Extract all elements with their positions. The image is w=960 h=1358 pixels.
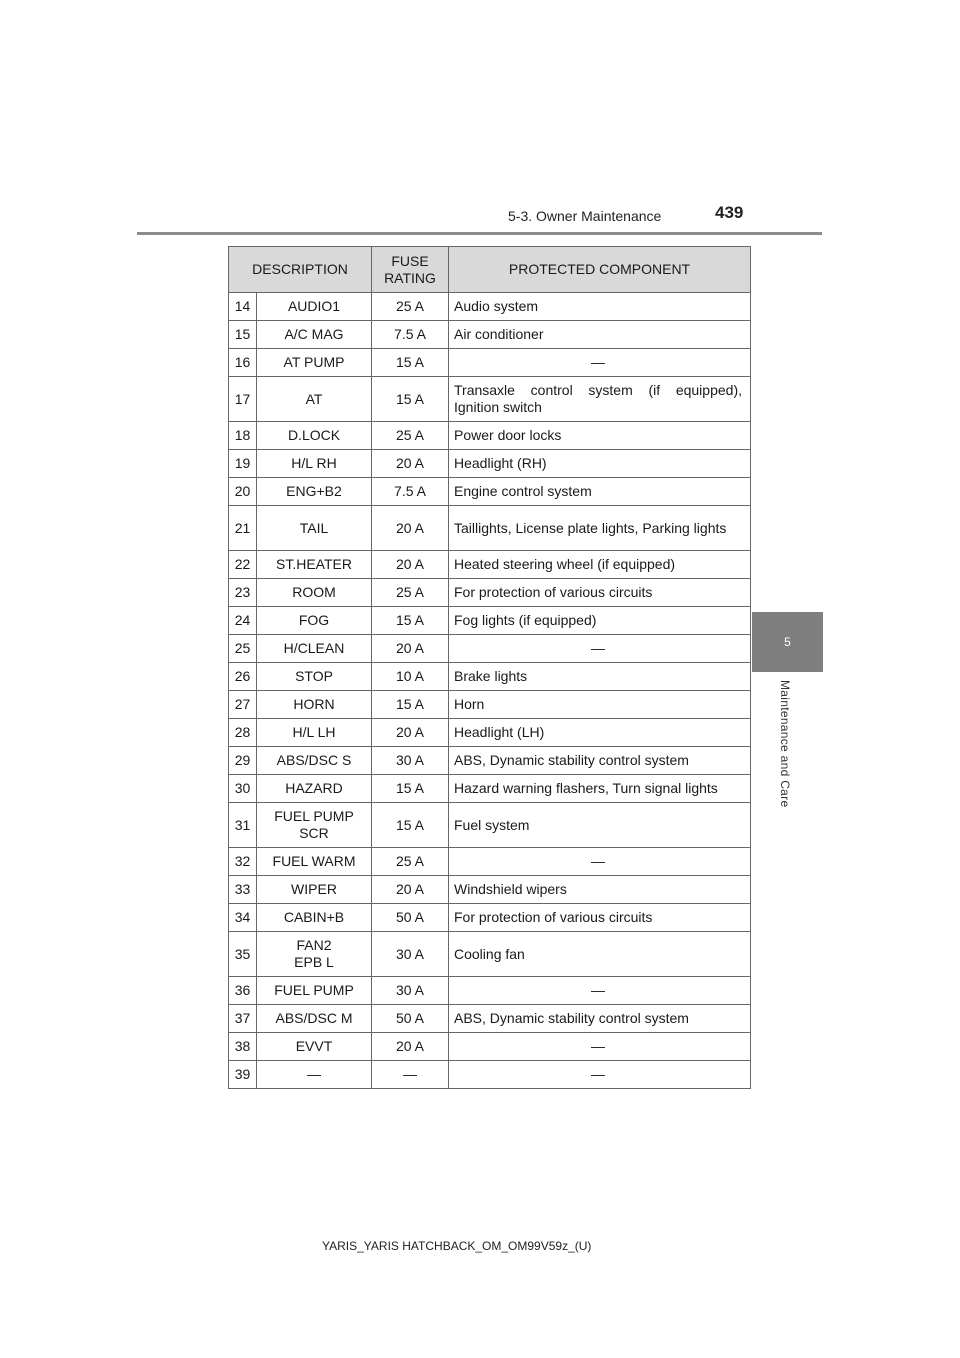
table-row bbox=[229, 607, 751, 635]
cell-number: 20 bbox=[229, 478, 257, 506]
cell-number: 21 bbox=[229, 506, 257, 551]
cell-protected-component: Windshield wipers bbox=[449, 876, 751, 904]
cell-protected-component: — bbox=[449, 635, 751, 663]
cell-fuse-rating: 15 A bbox=[372, 691, 449, 719]
cell-description: FUEL PUMP bbox=[257, 977, 372, 1005]
cell-description: AT bbox=[257, 377, 372, 422]
cell-fuse-rating: — bbox=[372, 1061, 449, 1089]
cell-protected-component: Fuel system bbox=[449, 803, 751, 848]
cell-description: ENG+B2 bbox=[257, 478, 372, 506]
cell-protected-component: — bbox=[449, 1033, 751, 1061]
cell-fuse-rating: 7.5 A bbox=[372, 321, 449, 349]
cell-description: EVVT bbox=[257, 1033, 372, 1061]
chapter-tab[interactable] bbox=[752, 612, 823, 672]
cell-number: 36 bbox=[229, 977, 257, 1005]
cell-protected-component: Headlight (LH) bbox=[449, 719, 751, 747]
cell-description: A/C MAG bbox=[257, 321, 372, 349]
table-row bbox=[229, 478, 751, 506]
table-row bbox=[229, 663, 751, 691]
fuse-table bbox=[228, 246, 751, 1089]
cell-fuse-rating: 15 A bbox=[372, 775, 449, 803]
cell-number: 37 bbox=[229, 1005, 257, 1033]
cell-fuse-rating: 50 A bbox=[372, 904, 449, 932]
cell-description: ST.HEATER bbox=[257, 551, 372, 579]
cell-fuse-rating: 50 A bbox=[372, 1005, 449, 1033]
cell-description: TAIL bbox=[257, 506, 372, 551]
cell-description: FAN2 EPB L bbox=[257, 932, 372, 977]
cell-number: 39 bbox=[229, 1061, 257, 1089]
cell-number: 15 bbox=[229, 321, 257, 349]
cell-description: FOG bbox=[257, 607, 372, 635]
cell-fuse-rating: 25 A bbox=[372, 848, 449, 876]
cell-protected-component: Engine control system bbox=[449, 478, 751, 506]
table-row bbox=[229, 904, 751, 932]
table-row bbox=[229, 719, 751, 747]
cell-fuse-rating: 30 A bbox=[372, 932, 449, 977]
table-row bbox=[229, 506, 751, 551]
cell-protected-component: Headlight (RH) bbox=[449, 450, 751, 478]
cell-number: 27 bbox=[229, 691, 257, 719]
header-description: DESCRIPTION bbox=[229, 247, 372, 293]
cell-description: WIPER bbox=[257, 876, 372, 904]
cell-number: 19 bbox=[229, 450, 257, 478]
cell-protected-component: — bbox=[449, 848, 751, 876]
cell-protected-component: For protection of various circuits bbox=[449, 904, 751, 932]
table-row bbox=[229, 579, 751, 607]
cell-description: AT PUMP bbox=[257, 349, 372, 377]
cell-description: H/L RH bbox=[257, 450, 372, 478]
table-header-row bbox=[229, 247, 751, 293]
cell-description: — bbox=[257, 1061, 372, 1089]
cell-description: FUEL WARM bbox=[257, 848, 372, 876]
cell-description: H/L LH bbox=[257, 719, 372, 747]
cell-protected-component: — bbox=[449, 349, 751, 377]
cell-number: 23 bbox=[229, 579, 257, 607]
table-row bbox=[229, 876, 751, 904]
cell-fuse-rating: 10 A bbox=[372, 663, 449, 691]
table-row bbox=[229, 803, 751, 848]
table-row bbox=[229, 1033, 751, 1061]
cell-protected-component: Air conditioner bbox=[449, 321, 751, 349]
cell-fuse-rating: 20 A bbox=[372, 1033, 449, 1061]
cell-number: 17 bbox=[229, 377, 257, 422]
table-row bbox=[229, 293, 751, 321]
cell-fuse-rating: 20 A bbox=[372, 719, 449, 747]
cell-fuse-rating: 25 A bbox=[372, 293, 449, 321]
cell-protected-component: — bbox=[449, 977, 751, 1005]
table-row bbox=[229, 1005, 751, 1033]
table-row bbox=[229, 977, 751, 1005]
cell-fuse-rating: 30 A bbox=[372, 977, 449, 1005]
table-row bbox=[229, 349, 751, 377]
cell-number: 16 bbox=[229, 349, 257, 377]
cell-number: 22 bbox=[229, 551, 257, 579]
page-number: 439 bbox=[715, 203, 744, 222]
cell-description: HAZARD bbox=[257, 775, 372, 803]
cell-number: 25 bbox=[229, 635, 257, 663]
table-row bbox=[229, 321, 751, 349]
header-fuse-rating-text: FUSE RATING bbox=[384, 252, 436, 286]
chapter-label: Maintenance and Care bbox=[778, 680, 792, 808]
cell-protected-component: Horn bbox=[449, 691, 751, 719]
cell-protected-component: — bbox=[449, 1061, 751, 1089]
cell-description: D.LOCK bbox=[257, 422, 372, 450]
header-fuse-rating bbox=[372, 247, 449, 293]
header-protected-component: PROTECTED COMPONENT bbox=[449, 247, 751, 293]
cell-fuse-rating: 20 A bbox=[372, 551, 449, 579]
cell-fuse-rating: 20 A bbox=[372, 876, 449, 904]
header-divider bbox=[137, 232, 822, 235]
cell-number: 24 bbox=[229, 607, 257, 635]
table-row bbox=[229, 775, 751, 803]
cell-number: 18 bbox=[229, 422, 257, 450]
cell-fuse-rating: 25 A bbox=[372, 579, 449, 607]
cell-description: CABIN+B bbox=[257, 904, 372, 932]
cell-number: 28 bbox=[229, 719, 257, 747]
table-row bbox=[229, 848, 751, 876]
cell-description: FUEL PUMP SCR bbox=[257, 803, 372, 848]
footer-doc-id: YARIS_YARIS HATCHBACK_OM_OM99V59z_(U) bbox=[322, 1239, 592, 1253]
cell-description: HORN bbox=[257, 691, 372, 719]
cell-fuse-rating: 15 A bbox=[372, 803, 449, 848]
table-row bbox=[229, 932, 751, 977]
cell-fuse-rating: 20 A bbox=[372, 506, 449, 551]
cell-number: 30 bbox=[229, 775, 257, 803]
fuse-table-body bbox=[229, 293, 751, 1089]
cell-fuse-rating: 15 A bbox=[372, 349, 449, 377]
cell-fuse-rating: 15 A bbox=[372, 377, 449, 422]
table-row bbox=[229, 450, 751, 478]
cell-description: ABS/DSC M bbox=[257, 1005, 372, 1033]
cell-number: 35 bbox=[229, 932, 257, 977]
cell-fuse-rating: 7.5 A bbox=[372, 478, 449, 506]
cell-protected-component: Hazard warning flashers, Turn signal lights bbox=[449, 775, 751, 803]
table-row bbox=[229, 635, 751, 663]
table-row bbox=[229, 747, 751, 775]
cell-protected-component: ABS, Dynamic stability control system bbox=[449, 747, 751, 775]
table-row bbox=[229, 1061, 751, 1089]
cell-protected-component: Audio system bbox=[449, 293, 751, 321]
chapter-number: 5 bbox=[784, 635, 791, 649]
cell-fuse-rating: 25 A bbox=[372, 422, 449, 450]
cell-protected-component: Heated steering wheel (if equipped) bbox=[449, 551, 751, 579]
table-row bbox=[229, 551, 751, 579]
cell-protected-component: Power door locks bbox=[449, 422, 751, 450]
cell-fuse-rating: 15 A bbox=[372, 607, 449, 635]
cell-description: ABS/DSC S bbox=[257, 747, 372, 775]
cell-fuse-rating: 20 A bbox=[372, 450, 449, 478]
cell-protected-component: Brake lights bbox=[449, 663, 751, 691]
cell-description: AUDIO1 bbox=[257, 293, 372, 321]
cell-fuse-rating: 30 A bbox=[372, 747, 449, 775]
cell-description: H/CLEAN bbox=[257, 635, 372, 663]
cell-description: STOP bbox=[257, 663, 372, 691]
cell-protected-component: Fog lights (if equipped) bbox=[449, 607, 751, 635]
cell-number: 38 bbox=[229, 1033, 257, 1061]
cell-description: ROOM bbox=[257, 579, 372, 607]
cell-number: 14 bbox=[229, 293, 257, 321]
cell-protected-component: Taillights, License plate lights, Parking lights bbox=[449, 506, 751, 551]
cell-protected-component: Transaxle control system (if equipped), Ignition switch bbox=[449, 377, 751, 422]
cell-number: 29 bbox=[229, 747, 257, 775]
table-row bbox=[229, 691, 751, 719]
section-title: 5-3. Owner Maintenance bbox=[508, 208, 662, 224]
table-row bbox=[229, 422, 751, 450]
cell-protected-component: For protection of various circuits bbox=[449, 579, 751, 607]
cell-number: 33 bbox=[229, 876, 257, 904]
cell-number: 26 bbox=[229, 663, 257, 691]
cell-number: 31 bbox=[229, 803, 257, 848]
cell-protected-component: ABS, Dynamic stability control system bbox=[449, 1005, 751, 1033]
cell-number: 32 bbox=[229, 848, 257, 876]
cell-number: 34 bbox=[229, 904, 257, 932]
cell-fuse-rating: 20 A bbox=[372, 635, 449, 663]
table-row bbox=[229, 377, 751, 422]
cell-protected-component: Cooling fan bbox=[449, 932, 751, 977]
